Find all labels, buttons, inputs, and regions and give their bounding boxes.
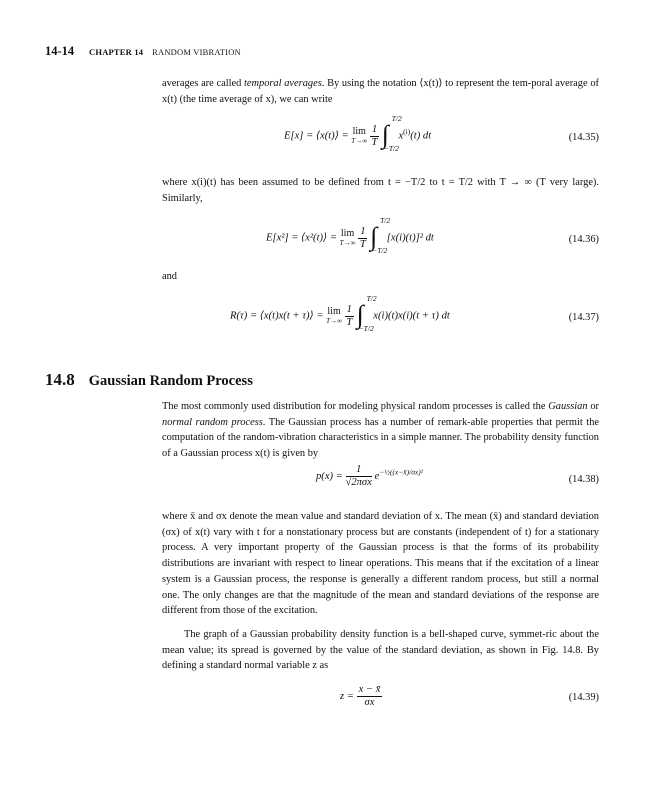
p1-text-a: averages are called [162, 78, 244, 89]
eq2-tail: [x(i)(t)]² dt [386, 232, 434, 244]
equation-14-39 [162, 684, 599, 718]
paragraph-temporal-averages [162, 76, 599, 107]
p1-text-c: . By using the notation ⟨x(t)⟩ to represent the tem-poral average of x(t) (the time average of x), we can write [162, 78, 599, 105]
eq1-integral [381, 114, 402, 153]
eq2-upper-bound: T/2 [380, 216, 391, 225]
eq5-body [340, 684, 382, 709]
equation-number: (14.37) [568, 312, 599, 323]
eq2-lhs: E[x²] = ⟨x²(t)⟩ = [266, 232, 337, 244]
eq1-lower-bound: −T/2 [383, 144, 399, 153]
eq1-upper-bound: T/2 [391, 114, 402, 123]
eq1-frac-den: T [371, 136, 378, 148]
p3-text-a: The most commonly used distribution for modeling physical random processes is called the [162, 401, 549, 412]
eq1-lim-text: lim [352, 126, 366, 137]
p1-term-temporal-averages: temporal averages [244, 78, 322, 89]
eq4-frac-num: 1 [346, 464, 372, 477]
equation-14-35 [162, 114, 599, 154]
eq4-lhs: p(x) = [316, 470, 343, 482]
eq4-fraction [346, 464, 372, 489]
eq3-limit [326, 306, 342, 326]
chapter-label: CHAPTER 14 [89, 47, 144, 57]
eq5-lhs: z = [340, 690, 354, 702]
page-number: 14-14 [45, 44, 75, 58]
eq4-exponent: −½((x−x̄)/σx)² [379, 467, 423, 477]
eq3-lim-text: lim [327, 306, 341, 317]
equation-number: (14.38) [568, 474, 599, 485]
eq1-integrand: x [398, 130, 404, 142]
eq2-integral [370, 216, 391, 255]
chapter-title: RANDOM VIBRATION [152, 47, 241, 57]
eq3-lhs: R(τ) = ⟨x(t)x(t + τ)⟩ = [230, 310, 324, 322]
eq3-frac-num: 1 [346, 303, 352, 315]
equation-14-38 [162, 464, 599, 498]
eq3-fraction [345, 304, 354, 329]
eq4-exponential: e [374, 470, 380, 482]
p3-term-gaussian: Gaussian [548, 401, 588, 412]
eq2-lim-sub: T→∞ [339, 239, 356, 247]
eq2-lim-text: lim [340, 228, 355, 239]
section-title: Gaussian Random Process [88, 373, 253, 389]
eq3-integral [356, 294, 377, 333]
eq1-superscript: (i) [403, 126, 411, 136]
eq3-lower-bound: −T/2 [358, 324, 374, 333]
eq2-lower-bound: −T/2 [372, 246, 388, 255]
eq3-tail: x(i)(t)x(i)(t + τ) dt [373, 310, 450, 322]
equation-number: (14.36) [568, 234, 599, 245]
p3-text-e: . The Gaussian process has a number of remark-able properties that permit the computation of the random-vibration characteristics in a simple manner. The probability density function of a Gaussian process x(t) is given by [162, 416, 599, 460]
integral-sign: ∫ [370, 222, 378, 251]
equation-number: (14.39) [568, 692, 599, 703]
p3-term-normal-random-process: normal random process [162, 416, 263, 428]
eq2-fraction [358, 226, 367, 251]
eq3-body [230, 294, 450, 333]
eq1-lhs: E[x] = ⟨x(t)⟩ = [284, 130, 349, 142]
eq1-frac-num: 1 [371, 123, 378, 135]
eq1-fraction [370, 124, 379, 149]
section-heading [45, 370, 253, 390]
eq1-body [284, 114, 432, 153]
p3-text-c: or [587, 401, 599, 412]
paragraph-bell-curve: The graph of a Gaussian probability density function is a bell-shaped curve, symmet-ric about the mean value; its spread is governed by the value of the standard deviation, as shown in Fig. 14.8. By defining a standard normal variable z as [162, 629, 599, 672]
eq2-limit [340, 228, 356, 248]
eq4-frac-den: √2πσx [345, 477, 372, 488]
eq3-lim-sub: T→∞ [326, 317, 343, 325]
eq2-frac-num: 1 [360, 225, 366, 237]
eq5-fraction [357, 684, 383, 709]
eq4-body [316, 464, 423, 489]
running-header [45, 44, 241, 59]
eq1-limit [351, 126, 367, 146]
paragraph-gaussian-properties: where x̄ and σx denote the mean value and standard deviation of x. The mean (x̄) and standard deviation (σx) of x(t) vary with t for a nonstationary process but are constants (independent of t) for a stationary process. A very important property of the Gaussian process is that the forms of its probability distributions are invariant with respect to linear operations. This means that if the excitation of a linear system is a Gaussian process, the response is generally a different random process, but still a normal one. The only changes are that the magnitude of the mean and standard deviations of the response are different from those of the excitation. [162, 511, 599, 617]
equation-number: (14.35) [568, 132, 599, 143]
eq5-frac-num: x − x̄ [358, 684, 381, 695]
eq5-frac-den: σx [364, 697, 375, 708]
paragraph-gaussian-intro [162, 399, 599, 462]
word-and: and [162, 271, 178, 282]
integral-sign: ∫ [356, 300, 364, 329]
eq2-body [266, 216, 434, 255]
section-number: 14.8 [45, 370, 75, 389]
eq1-tail: (t) dt [410, 130, 432, 142]
eq3-frac-den: T [346, 316, 353, 328]
integral-sign: ∫ [381, 120, 389, 149]
equation-14-37 [162, 294, 599, 334]
paragraph-where-defined: where x(i)(t) has been assumed to be defined from t = −T/2 to t = T/2 with T → ∞ (T very large). Similarly, [162, 177, 599, 204]
eq2-frac-den: T [359, 238, 366, 250]
equation-14-36 [162, 216, 599, 256]
eq1-lim-sub: T→∞ [351, 137, 368, 145]
eq3-upper-bound: T/2 [366, 294, 377, 303]
